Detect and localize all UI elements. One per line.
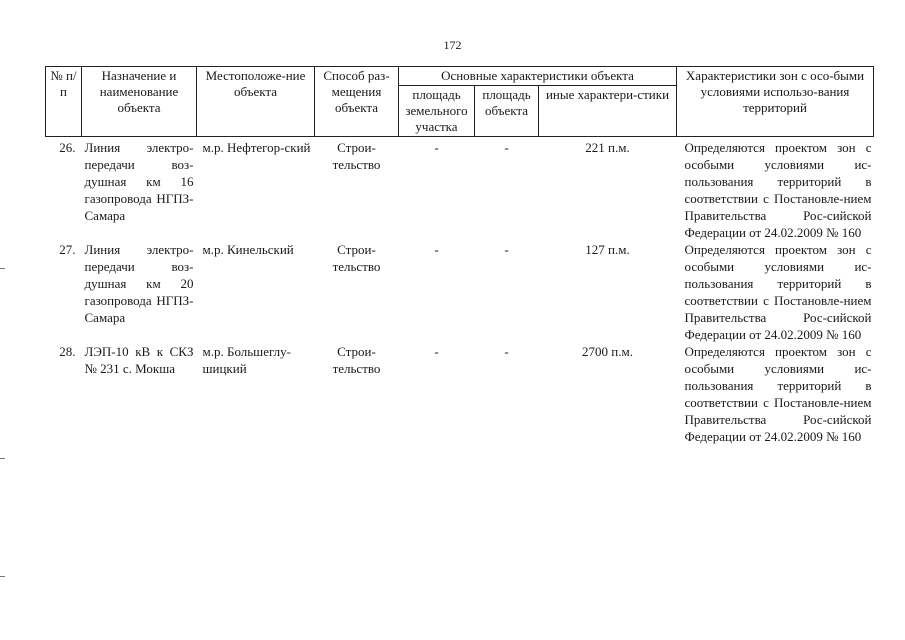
objects-table [45, 66, 874, 445]
page-number: 172 [443, 38, 462, 52]
table-header [46, 67, 874, 137]
land-area: - [434, 344, 439, 359]
row-number: 26. [59, 140, 76, 155]
scan-mark [0, 458, 5, 459]
row-number: 28. [59, 344, 76, 359]
header-num: № п/п [46, 67, 82, 137]
placement-method: Строи-тельство [332, 140, 381, 172]
object-name: ЛЭП-10 кВ к СКЗ № 231 с. Мокша [84, 344, 194, 376]
scan-mark [0, 576, 5, 577]
other-characteristics: 2700 п.м. [582, 344, 633, 359]
object-area: - [504, 344, 509, 359]
object-name: Линия электро-передачи воз-душная км 20 газопровода НГПЗ-Самара [84, 242, 194, 325]
other-characteristics: 127 п.м. [585, 242, 630, 257]
object-location: м.р. Нефтегор-ский [202, 140, 311, 155]
object-location: м.р. Большеглу-шицкий [202, 344, 291, 376]
other-characteristics: 221 п.м. [585, 140, 630, 155]
row-number: 27. [59, 242, 76, 257]
placement-method: Строи-тельство [332, 242, 381, 274]
header-object-area: площадь объекта [475, 86, 539, 137]
header-zones: Характеристики зон с осо-быми условиями использо-вания территорий [677, 67, 874, 137]
table-row [46, 137, 874, 242]
header-name: Назначение и наименование объекта [82, 67, 197, 137]
header-location: Местоположе-ние объекта [197, 67, 315, 137]
object-location: м.р. Кинельский [202, 242, 294, 257]
zone-characteristics: Определяются проектом зон с особыми условиями ис-пользования территорий в соответствии с Постановле-нием Правительства Рос-сийской Федерации от 24.02.2009 № 160 [684, 344, 872, 444]
object-area: - [504, 140, 509, 155]
header-other-characteristics: иные характери-стики [539, 86, 677, 137]
table-row [46, 343, 874, 445]
scan-mark [0, 268, 5, 269]
zone-characteristics: Определяются проектом зон с особыми условиями ис-пользования территорий в соответствии с Постановле-нием Правительства Рос-сийской Федерации от 24.02.2009 № 160 [684, 242, 872, 342]
header-land-area: площадь земельного участка [399, 86, 475, 137]
zone-characteristics: Определяются проектом зон с особыми условиями ис-пользования территорий в соответствии с Постановле-нием Правительства Рос-сийской Федерации от 24.02.2009 № 160 [684, 140, 872, 240]
header-main-characteristics: Основные характеристики объекта [399, 67, 677, 86]
land-area: - [434, 242, 439, 257]
header-method: Способ раз-мещения объекта [315, 67, 399, 137]
table-row [46, 241, 874, 343]
placement-method: Строи-тельство [332, 344, 381, 376]
land-area: - [434, 140, 439, 155]
object-area: - [504, 242, 509, 257]
object-name: Линия электро-передачи воз-душная км 16 газопровода НГПЗ-Самара [84, 140, 194, 223]
